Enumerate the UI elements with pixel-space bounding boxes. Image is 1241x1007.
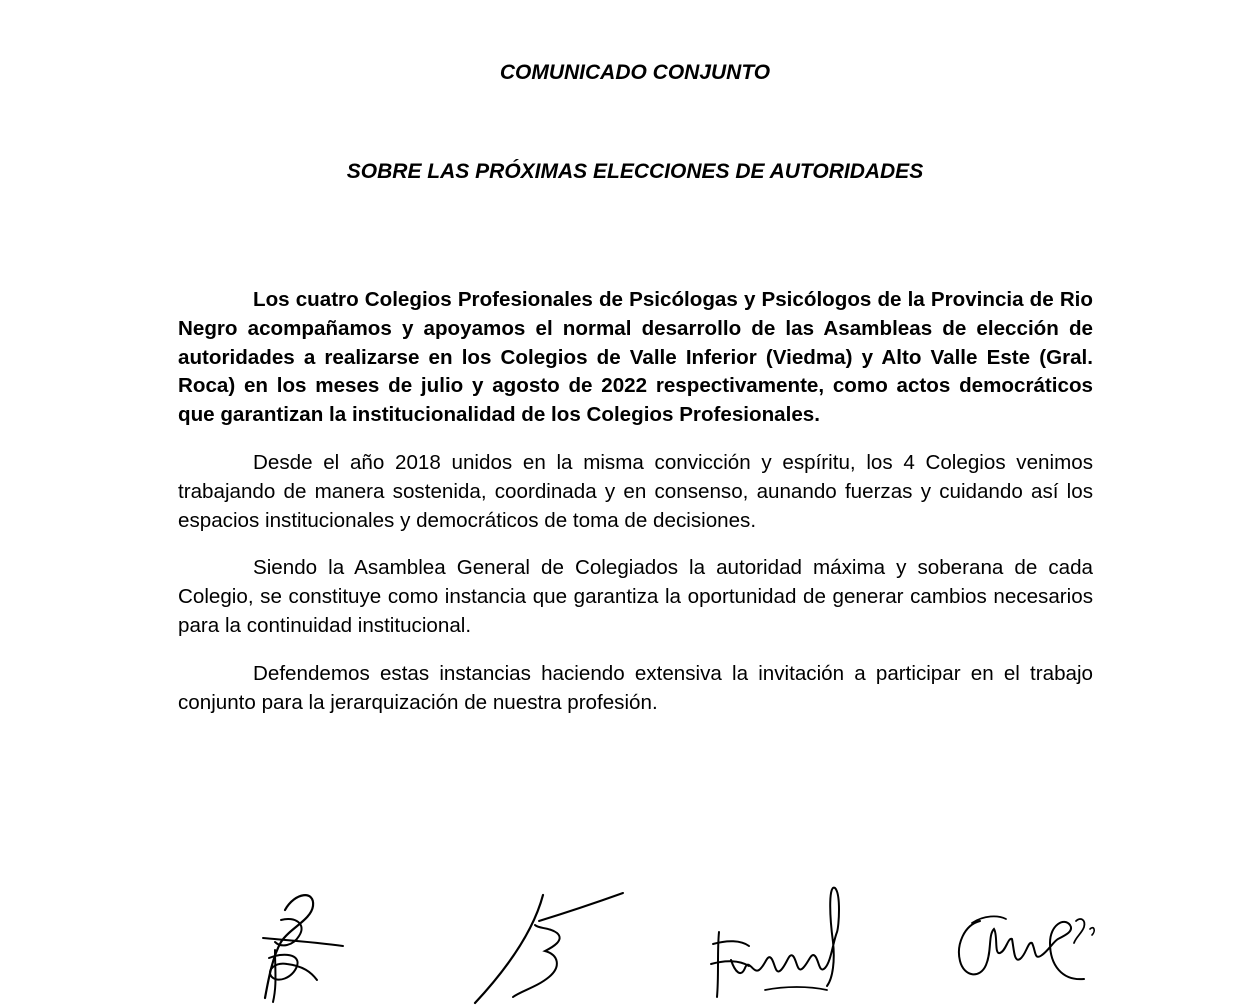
signature-3 (705, 882, 855, 1007)
signature-4 (950, 895, 1100, 1000)
document-body (178, 286, 1093, 736)
paragraph-3: Siendo la Asamblea General de Colegiados la autoridad máxima y soberana de cada Colegio, se constituye como instancia que garantiza la oportunidad de generar cambios necesarios para la continuidad institucional. (178, 556, 1093, 637)
document-title: COMUNICADO CONJUNTO (499, 61, 771, 84)
signature-row (0, 870, 1241, 1000)
paragraph-2: Desde el año 2018 unidos en la misma convicción y espíritu, los 4 Colegios venimos trabajando de manera sostenida, coordinada y en consenso, aunando fuerzas y cuidando así los espacios institucionales y democráticos de toma de decisiones. (178, 450, 1093, 532)
signature-2 (465, 885, 635, 1005)
paragraph-1: Los cuatro Colegios Profesionales de Psicólogas y Psicólogos de la Provincia de Rio Negro acompañamos y apoyamos el normal desarrollo de las Asambleas de elección de autoridades a realizarse en los Colegios de Valle Inferior (Viedma) y Alto Valle Este (Gral. Roca) en los meses de julio y agosto de 2022 respectivamente, como actos democráticos que garantizan la institucionalidad de los Colegios Profesionales. (178, 288, 1093, 427)
paragraph-4: Defendemos estas instancias haciendo extensiva la invitación a participar en el trabajo conjunto para la jerarquización de nuestra profesión. (178, 661, 1093, 714)
signature-1 (245, 880, 365, 1005)
document-subtitle: SOBRE LAS PRÓXIMAS ELECCIONES DE AUTORIDADES (346, 160, 924, 183)
